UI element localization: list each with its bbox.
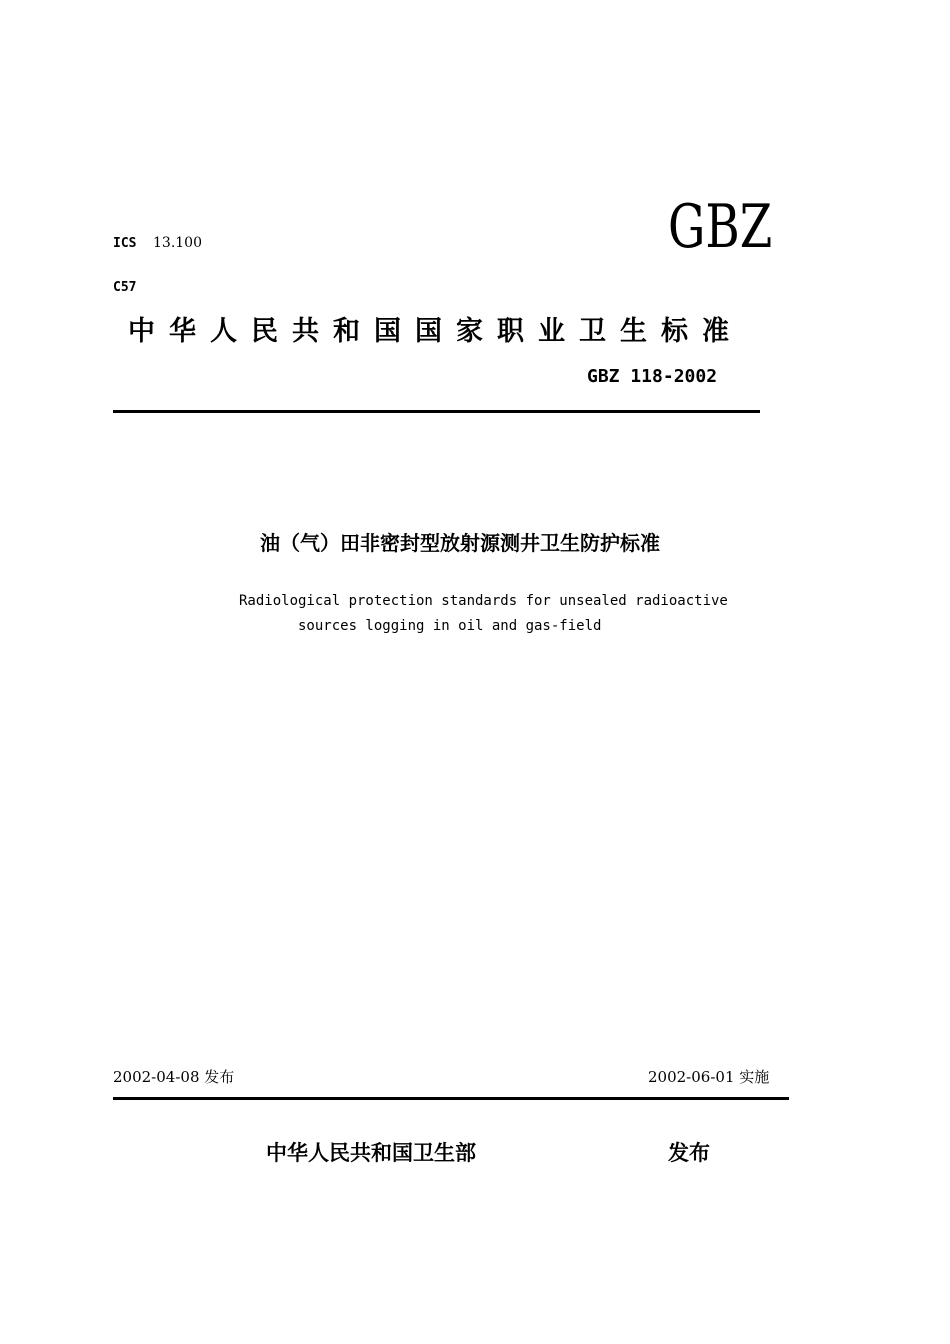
issue-date: 2002-04-08 发布	[113, 1068, 235, 1086]
footer-divider	[113, 1097, 789, 1100]
standard-number: GBZ 118-2002	[587, 366, 718, 387]
ics-label: ICS	[113, 236, 137, 251]
ccs-code: C57	[113, 280, 137, 295]
national-standard-title: 中华人民共和国国家职业卫生标准	[128, 316, 743, 347]
document-title-english-line1: Radiological protection standards for unsealed radioactive	[239, 593, 728, 609]
gbz-logo: GBZ	[668, 192, 773, 262]
issuing-authority: 中华人民共和国卫生部	[266, 1141, 476, 1165]
ics-code: 13.100	[153, 235, 202, 251]
implementation-date: 2002-06-01 实施	[648, 1068, 770, 1086]
document-title-chinese: 油（气）田非密封型放射源测井卫生防护标准	[260, 531, 660, 555]
document-title-english-line2: sources logging in oil and gas-field	[298, 618, 602, 634]
issue-action: 发布	[668, 1141, 710, 1165]
header-divider	[113, 410, 760, 413]
